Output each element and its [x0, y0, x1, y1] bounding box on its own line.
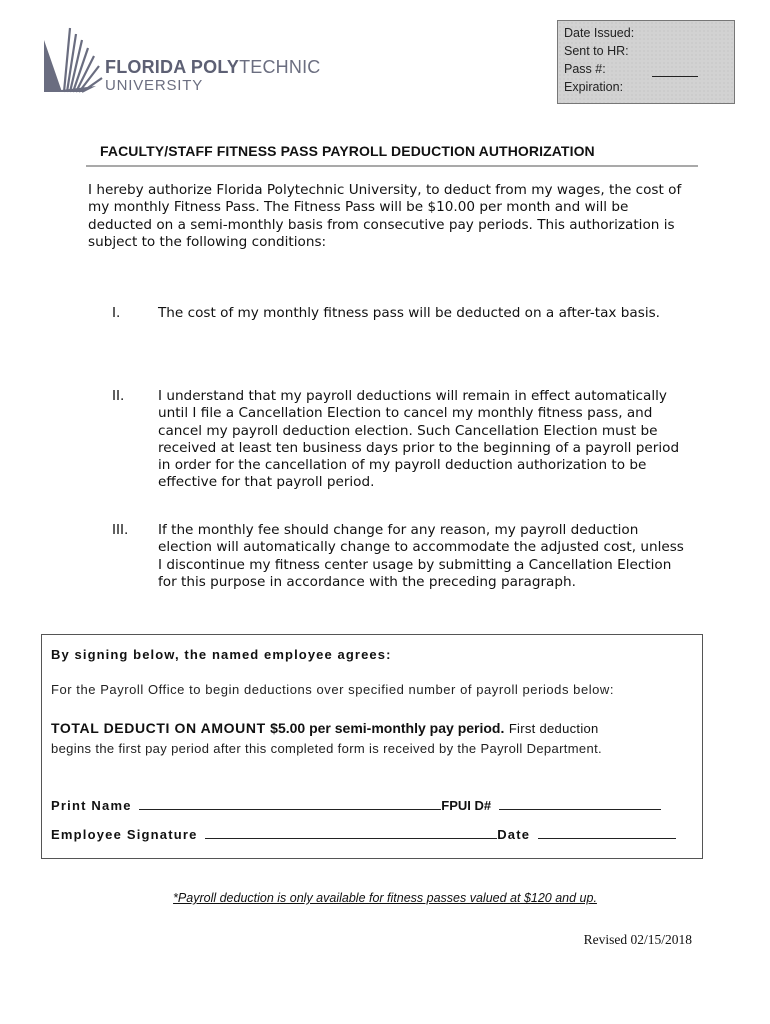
fpu-id-field[interactable]	[499, 797, 661, 810]
pass-number-field[interactable]	[652, 76, 698, 77]
eligibility-footnote: *Payroll deduction is only available for fitness passes valued at $120 and up.	[173, 891, 597, 905]
logo-mark-icon	[44, 26, 104, 94]
first-deduction-continued: begins the first pay period after this completed form is received by the Payroll Department.	[51, 741, 602, 756]
logo-name-light: TECHNIC	[239, 57, 321, 77]
logo-name-bold: FLORIDA POLY	[105, 57, 240, 77]
sent-to-hr-label: Sent to HR:	[564, 44, 629, 58]
condition-numeral-3: III.	[112, 522, 129, 538]
first-deduction-text: First deduction	[508, 721, 599, 736]
title-divider	[86, 165, 698, 167]
fpu-id-label: FPUI D#	[441, 798, 492, 813]
employee-signature-field[interactable]	[205, 826, 497, 839]
print-name-label: Print Name	[51, 798, 132, 813]
condition-text-3: If the monthly fee should change for any reason, my payroll deduction election will automatically change to accommodate the adjusted cost, unless I discontinue my fitness center usage by submitting a Cancellation Election for this purpose in accordance with the preceding paragraph.	[158, 522, 684, 590]
date-field[interactable]	[538, 826, 676, 839]
logo-wordmark-line2: UNIVERSITY	[105, 77, 204, 94]
payroll-instruction: For the Payroll Office to begin deductions over specified number of payroll periods below:	[51, 682, 615, 697]
condition-text-2: I understand that my payroll deductions will remain in effect automatically until I file a Cancellation Election to cancel my monthly fitness pass, and cancel my payroll deduction election. Such Cancellation Election must be received at least ten business days prior to the beginning of a payroll period in order for the cancellation of my payroll deduction authorization to be effective for that payroll period.	[158, 388, 680, 491]
print-name-field[interactable]	[139, 797, 441, 810]
agreement-heading: By signing below, the named employee agrees:	[51, 647, 392, 662]
date-issued-label: Date Issued:	[564, 26, 635, 40]
total-deduction-label: TOTAL DEDUCTI ON AMOUNT	[51, 720, 266, 736]
form-title: FACULTY/STAFF FITNESS PASS PAYROLL DEDUCTION AUTHORIZATION	[100, 143, 595, 159]
condition-numeral-2: II.	[112, 388, 125, 404]
date-label: Date	[497, 827, 531, 842]
office-use-box	[557, 20, 735, 104]
expiration-label: Expiration:	[564, 80, 624, 94]
condition-text-1: The cost of my monthly fitness pass will be deducted on a after-tax basis.	[158, 305, 661, 321]
revision-date: Revised 02/15/2018	[583, 932, 692, 947]
total-deduction-line	[51, 720, 599, 738]
total-deduction-amount: $5.00 per semi-monthly pay period.	[270, 720, 505, 736]
intro-paragraph: I hereby authorize Florida Polytechnic University, to deduct from my wages, the cost of my monthly Fitness Pass. The Fitness Pass will be $10.00 per month and will be deducted on a semi-monthly basis from consecutive pay periods. This authorization is subject to the following conditions:	[88, 182, 682, 250]
signature-row	[51, 826, 676, 842]
logo-wordmark-line1	[105, 57, 320, 78]
pass-number-label: Pass #:	[564, 62, 606, 76]
print-name-row	[51, 797, 661, 813]
condition-numeral-1: I.	[112, 305, 121, 321]
employee-signature-label: Employee Signature	[51, 827, 198, 842]
university-logo	[44, 26, 321, 96]
